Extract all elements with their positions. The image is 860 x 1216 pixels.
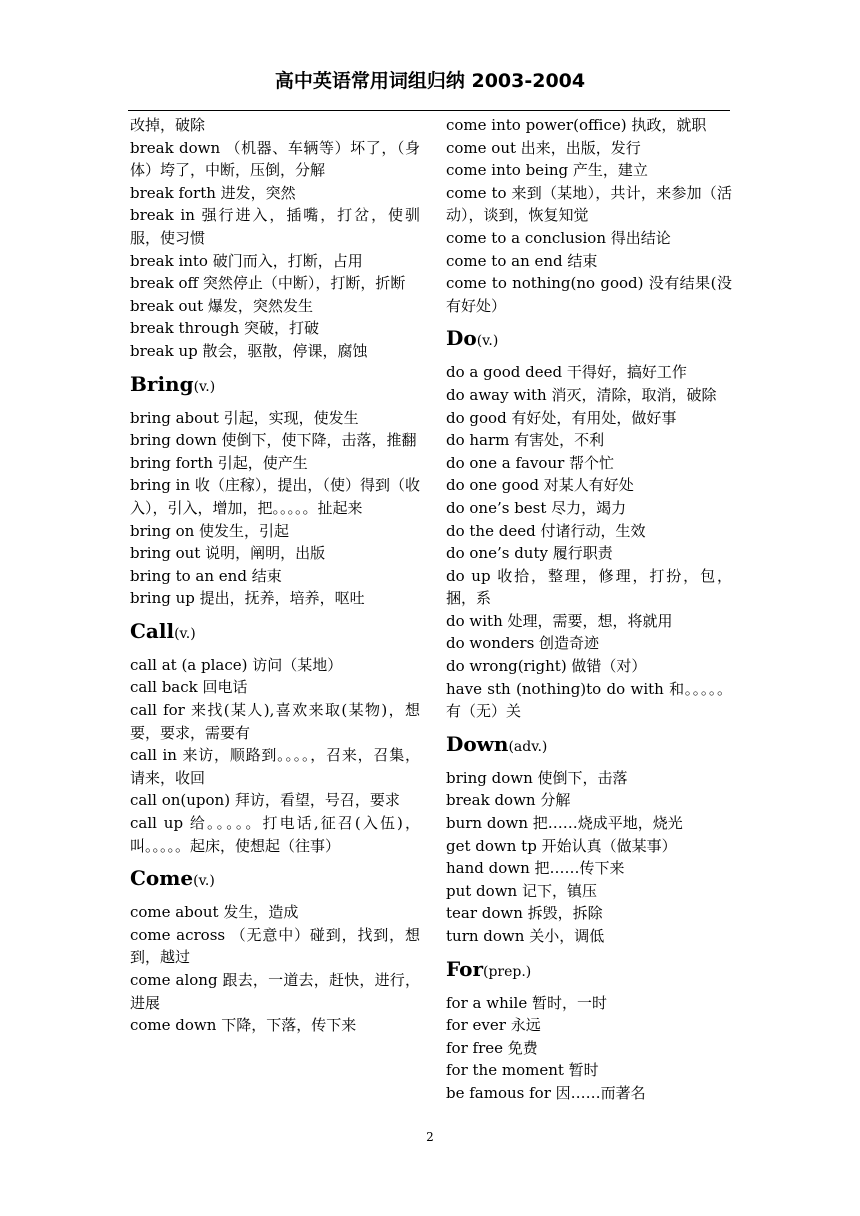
phrase-entry: be famous for 因……而著名 (446, 1083, 646, 1102)
phrase-entry: break off 突然停止（中断），打断，折断 (130, 274, 406, 293)
phrase-entry: do up 收拾，整理，修理，打扮，包，捆，系 (446, 566, 732, 608)
phrase-entry: come across （无意中）碰到，找到，想到，越过 (130, 925, 420, 967)
phrase-entry: do one’s duty 履行职责 (446, 544, 613, 563)
phrase-entry: break in 强行进入，插嘴，打岔，使驯服，使习惯 (130, 206, 420, 247)
page-title: 高中英语常用词组归纳 2003-2004 (274, 70, 586, 92)
phrase-entry: do one good 对某人有好处 (446, 476, 634, 495)
phrase-entry: bring forth 引起，使产生 (130, 453, 308, 472)
phrase-entry: do wrong(right) 做错（对） (446, 657, 647, 676)
phrase-entry: do one a favour 帮个忙 (446, 453, 615, 472)
section-heading-word: For (446, 956, 483, 981)
section-heading-pos: (adv.) (508, 738, 548, 755)
phrase-entry: turn down 关小，调低 (446, 927, 605, 945)
phrase-entry: come along 跟去，一道去，赶快，进行，进展 (130, 971, 420, 1012)
phrase-entry: come to an end 结束 (446, 251, 598, 270)
phrase-entry: have sth (nothing)to do with 和。。。。。有（无）关 (446, 679, 732, 721)
phrase-entry: for free 免费 (446, 1038, 538, 1057)
phrase-entry: bring down 使倒下，使下降，击落，推翻 (130, 431, 417, 450)
section-heading-word: Call (130, 618, 175, 643)
phrase-entry: break up 散会，驱散，停课，腐蚀 (130, 341, 368, 360)
phrase-entry: call for 来找(某人),喜欢来取(某物)，想要，要求，需要有 (130, 701, 420, 742)
left-column (130, 114, 420, 1037)
phrase-entry: do the deed 付诸行动，生效 (446, 521, 646, 540)
phrase-entry: come down 下降，下落，传下来 (130, 1016, 357, 1035)
phrase-entry: break into 破门而入，打断，占用 (130, 251, 363, 270)
phrase-entry: call up 给。。。。。打电话,征召(入伍)，叫。。。。。起床，使想起（往事） (130, 814, 420, 855)
section-heading-pos: (v.) (174, 625, 196, 642)
section-heading-word: Down (446, 731, 509, 756)
section-heading (130, 372, 420, 399)
section-heading-pos: (v.) (476, 333, 499, 350)
phrase-entry: bring up 提出，抚养，培养，呕吐 (130, 589, 365, 608)
phrase-entry: for the moment 暂时 (446, 1061, 599, 1080)
phrase-entry: burn down 把……烧成平地，烧光 (446, 814, 683, 833)
phrase-entry: do wonders 创造奇迹 (446, 634, 600, 653)
phrase-entry: put down 记下，镇压 (446, 881, 597, 900)
phrase-entry: come to 来到（某地），共计，来参加（活动），谈到，恢复知觉 (446, 183, 732, 225)
phrase-entry: bring on 使发生，引起 (130, 521, 290, 540)
section-heading (446, 732, 732, 759)
phrase-entry: do a good deed 干得好，搞好工作 (446, 363, 687, 382)
phrase-entry: for ever 永远 (446, 1016, 541, 1035)
phrase-entry: break out 爆发，突然发生 (130, 296, 313, 315)
phrase-entry: hand down 把……传下来 (446, 859, 625, 878)
phrase-entry: do one’s best 尽力，竭力 (446, 498, 627, 517)
section-heading-word: Come (130, 866, 194, 891)
section-heading (446, 957, 732, 984)
phrase-entry: bring to an end 结束 (130, 566, 282, 585)
section-heading-pos: (v.) (193, 873, 215, 890)
section-heading (130, 619, 420, 646)
phrase-entry: bring down 使倒下，击落 (446, 768, 628, 787)
section-heading (130, 866, 420, 893)
phrase-entry: bring about 引起，实现，使发生 (130, 408, 359, 427)
section-heading-word: Do (446, 326, 477, 351)
phrase-entry: break forth 进发，突然 (130, 183, 296, 202)
phrase-entry: do good 有好处，有用处，做好事 (446, 408, 677, 427)
phrase-entry: call on(upon) 拜访，看望，号召，要求 (130, 791, 400, 810)
phrase-entry: call at (a place) 访问（某地） (130, 655, 343, 674)
header-rule (128, 110, 730, 111)
section-heading-pos: (v.) (193, 378, 216, 395)
phrase-entry: break down （机器、车辆等）坏了，（身体）垮了，中断，压倒，分解 (130, 138, 420, 180)
section-heading (446, 326, 732, 353)
phrase-entry: call in 来访，顺路到。。。。，召来，召集，请来，收回 (130, 746, 420, 787)
phrase-entry: bring out 说明，阐明，出版 (130, 544, 326, 563)
phrase-entry: come out 出来，出版，发行 (446, 138, 641, 157)
phrase-entry: do harm 有害处，不利 (446, 431, 605, 450)
phrase-entry: come to a conclusion 得出结论 (446, 228, 671, 247)
section-heading-pos: (prep.) (482, 963, 532, 980)
phrase-entry: come into being 产生，建立 (446, 161, 648, 180)
phrase-entry: do away with 消灭，清除，取消，破除 (446, 385, 717, 404)
phrase-entry: tear down 拆毁，拆除 (446, 904, 603, 923)
right-column (446, 114, 732, 1105)
phrase-entry: come to nothing(no good) 没有结果(没有好处） (446, 274, 732, 315)
phrase-entry: break down 分解 (446, 791, 571, 810)
phrase-entry: break through 突破，打破 (130, 319, 320, 338)
phrase-entry: 改掉，破除 (130, 116, 206, 134)
phrase-entry: get down tp 开始认真（做某事） (446, 836, 677, 855)
phrase-entry: bring in 收（庄稼），提出，（使）得到（收入），引入，增加，把。。。。。扯起来 (130, 476, 420, 517)
phrase-entry: come about 发生，造成 (130, 903, 299, 922)
phrase-entry: call back 回电话 (130, 678, 248, 697)
page-number: 2 (426, 1130, 434, 1144)
phrase-entry: for a while 暂时，一时 (446, 993, 607, 1012)
phrase-entry: do with 处理，需要，想，将就用 (446, 611, 673, 630)
section-heading-word: Bring (130, 371, 194, 396)
phrase-entry: come into power(office) 执政，就职 (446, 116, 707, 134)
